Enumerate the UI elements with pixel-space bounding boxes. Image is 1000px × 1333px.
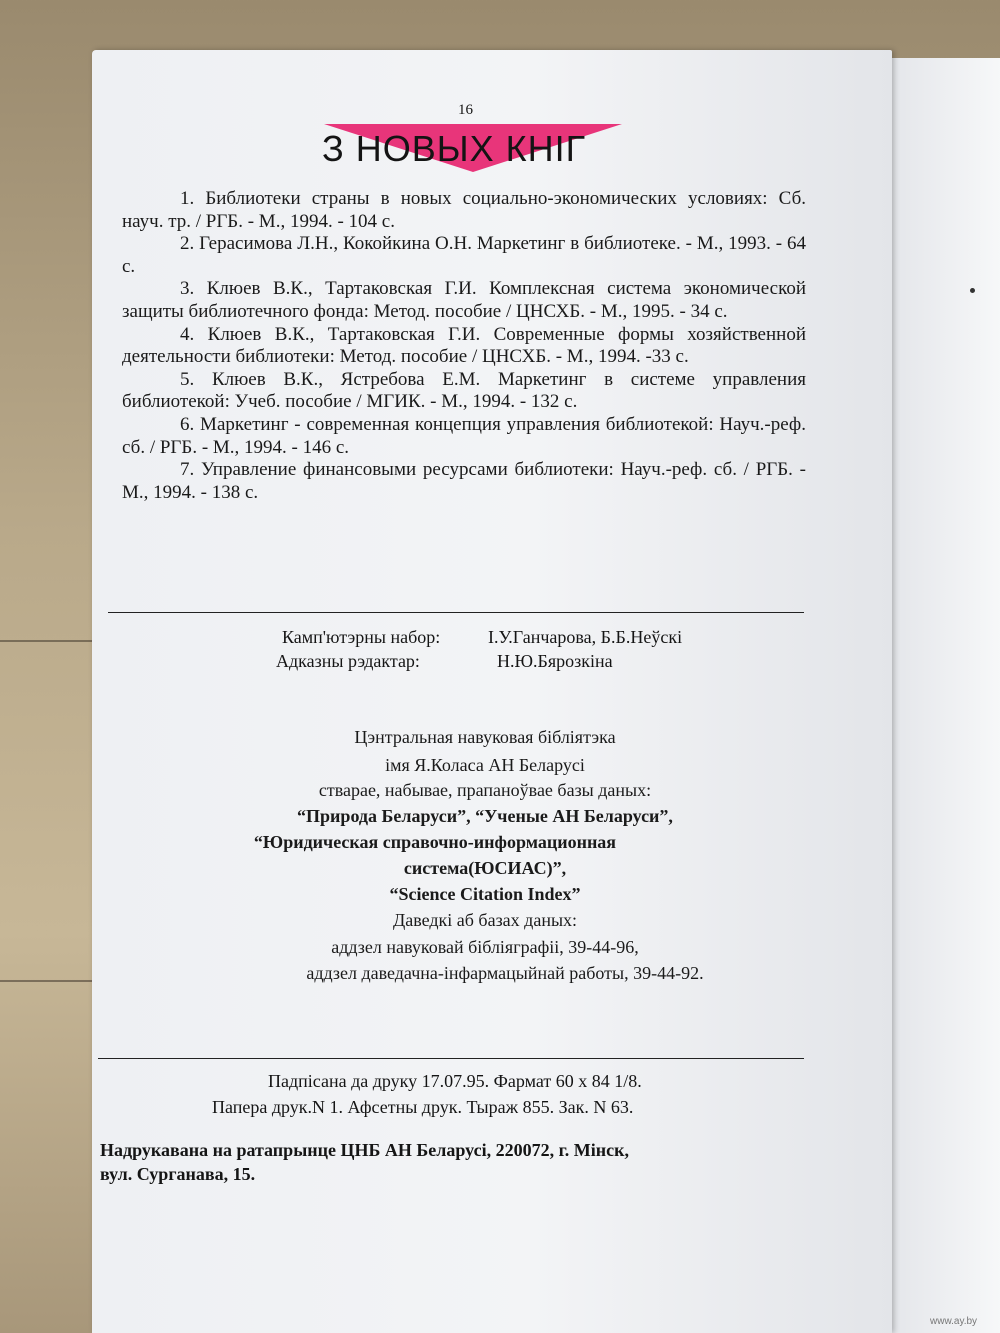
page-title: З НОВЫХ КНІГ xyxy=(322,128,587,169)
wood-plank-seam xyxy=(0,640,92,642)
typesetting-names: І.У.Ганчарова, Б.Б.Неўскі xyxy=(488,627,683,647)
library-name: Цэнтральная навуковая бібліятэка xyxy=(354,727,616,747)
divider-top xyxy=(108,612,804,613)
bibliography-entry: 7. Управление финансовыми ресурсами библиотеки: Науч.-реф. сб. / РГБ. - М., 1994. - 138 с. xyxy=(122,459,806,503)
library-named-after: імя Я.Коласа АН Беларусі xyxy=(385,755,585,775)
database-legal-system-abbr: система(ЮСИАС)”, xyxy=(403,858,567,878)
library-activity: стварае, набывае, прапаноўвае базы даных: xyxy=(318,780,652,800)
bibliography-entry: 3. Клюев В.К., Тартаковская Г.И. Комплексная система экономической защиты библиотечного фонда: Метод. пособие / ЦНСХБ. - М., 1995. - 34 с. xyxy=(122,278,806,322)
database-names: “Природа Беларуси”, “Ученые АН Беларуси”, xyxy=(297,806,673,826)
printer-address-street: вул. Сурганава, 15. xyxy=(100,1164,256,1184)
page-number: 16 xyxy=(458,102,473,118)
database-info-label: Даведкі аб базах даных: xyxy=(392,910,578,930)
editor-name: Н.Ю.Бярозкіна xyxy=(497,651,613,671)
bibliography-entry: 4. Клюев В.К., Тартаковская Г.И. Современные формы хозяйственной деятельности библиотеки: Метод. пособие / ЦНСХБ. - М., 1994. -33 с. xyxy=(122,323,806,368)
speck xyxy=(970,288,975,293)
bibliography-list xyxy=(122,188,806,504)
bibliography-entry: 6. Маркетинг - современная концепция управления библиотекой: Науч.-реф. сб. / РГБ. - М., 1994. - 146 с. xyxy=(122,413,806,458)
divider-bottom xyxy=(98,1058,804,1059)
imprint-signed-format: Падпісана да друку 17.07.95. Фармат 60 х 84 1/8. xyxy=(268,1071,642,1091)
bibliography-entry: 1. Библиотеки страны в новых социально-экономических условиях: Сб. науч. тр. / РГБ. - М., 1994. - 104 с. xyxy=(122,188,806,232)
printer-address-line: Надрукавана на ратапрынце ЦНБ АН Беларусі, 220072, г. Мінск, xyxy=(100,1140,629,1160)
printer-address xyxy=(100,1138,800,1186)
site-watermark: www.ay.by xyxy=(930,1316,978,1327)
imprint-paper-print-run: Папера друк.N 1. Афсетны друк. Тыраж 855. Зак. N 63. xyxy=(212,1097,634,1117)
editor-label: Адказны рэдактар: xyxy=(276,651,420,671)
bibliography-entry: 2. Герасимова Л.Н., Кокойкина О.Н. Маркетинг в библиотеке. - М., 1993. - 64 с. xyxy=(122,233,806,277)
database-science-citation: “Science Citation Index” xyxy=(389,884,581,904)
contact-bibliography-dept: аддзел навуковай бібліяграфіі, 39-44-96, xyxy=(331,937,639,957)
typesetting-label: Камп'ютэрны набор: xyxy=(282,627,441,647)
adjacent-page xyxy=(888,58,1000,1333)
contact-reference-dept: аддзел даведачна-інфармацыйнай работы, 39-44-92. xyxy=(306,963,704,983)
database-legal-system: “Юридическая справочно-информационная xyxy=(253,832,617,852)
bibliography-entry: 5. Клюев В.К., Ястребова Е.М. Маркетинг в системе управления библиотекой: Учеб. пособие / МГИК. - М., 1994. - 132 с. xyxy=(122,368,806,413)
wood-plank-seam xyxy=(0,980,92,982)
